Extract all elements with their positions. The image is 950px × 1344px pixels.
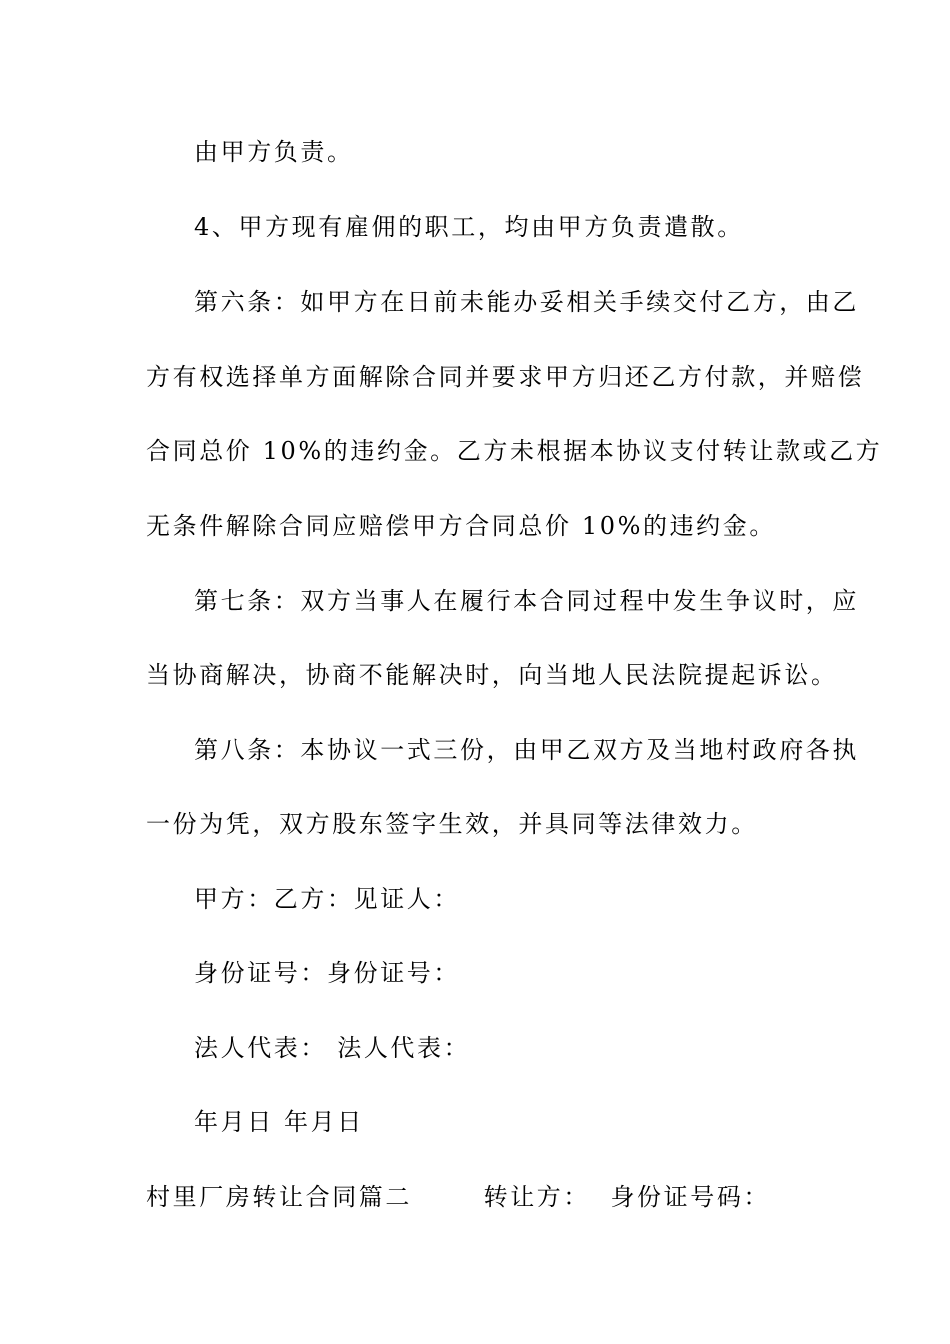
paragraph-line: 无条件解除合同应赔偿甲方合同总价 10%的违约金。 <box>146 512 776 540</box>
signature-line: 法人代表： 法人代表： <box>194 1034 471 1062</box>
paragraph-line: 方有权选择单方面解除合同并要求甲方归还乙方付款，并赔偿 <box>146 363 865 391</box>
paragraph-line: 由甲方负责。 <box>194 138 354 166</box>
section-heading-line: 村里厂房转让合同篇二 转让方： 身份证号码： <box>146 1183 771 1211</box>
paragraph-line: 一份为凭，双方股东签字生效，并具同等法律效力。 <box>146 810 758 838</box>
paragraph-line: 第七条：双方当事人在履行本合同过程中发生争议时，应 <box>194 587 859 615</box>
paragraph-line: 第六条：如甲方在日前未能办妥相关手续交付乙方，由乙 <box>194 288 859 316</box>
signature-line: 身份证号：身份证号： <box>194 959 460 987</box>
paragraph-line: 第八条：本协议一式三份，由甲乙双方及当地村政府各执 <box>194 736 859 764</box>
paragraph-line: 4、甲方现有雇佣的职工，均由甲方负责遣散。 <box>194 213 744 241</box>
paragraph-line: 当协商解决，协商不能解决时，向当地人民法院提起诉讼。 <box>146 661 838 689</box>
paragraph-line: 合同总价 10%的违约金。乙方未根据本协议支付转让款或乙方 <box>146 437 883 465</box>
date-line: 年月日 年月日 <box>194 1108 364 1136</box>
signature-line: 甲方：乙方：见证人： <box>194 885 460 913</box>
